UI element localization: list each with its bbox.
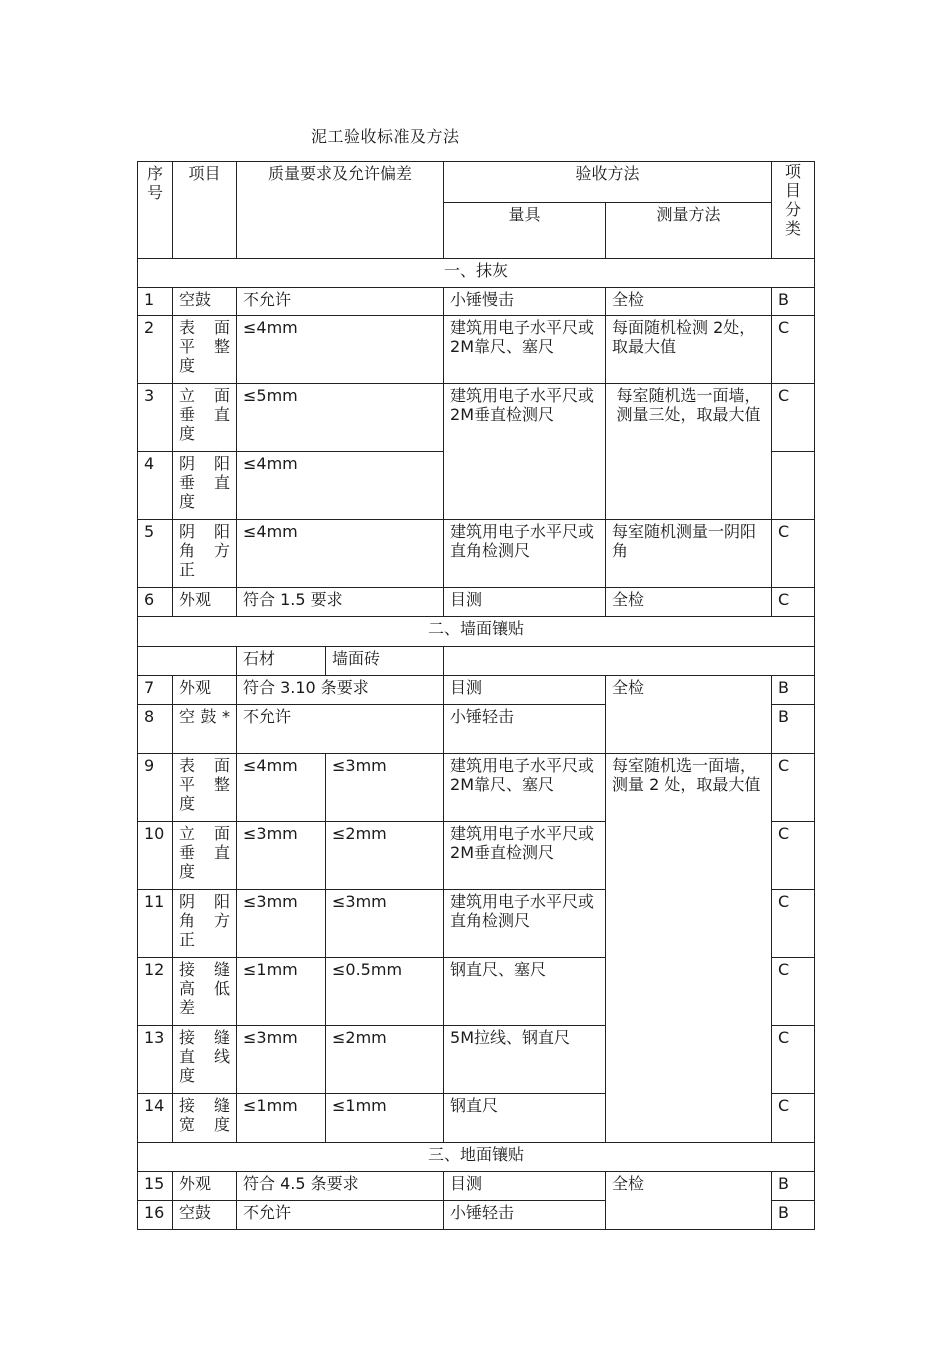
sub-header-tile: 墙面砖 <box>326 647 444 676</box>
row-category: C <box>772 588 815 617</box>
row-stone: ≤1mm <box>237 958 326 1026</box>
row-requirement: 不允许 <box>237 705 444 754</box>
row-requirement: 不允许 <box>237 288 444 316</box>
row-stone: ≤3mm <box>237 822 326 890</box>
header-quality: 质量要求及允许偏差 <box>237 162 444 259</box>
row-category: C <box>772 1026 815 1094</box>
section-title: 一、抹灰 <box>138 259 815 288</box>
row-method: 每室随机选一面墙，测量三处，取最大值 <box>606 384 772 520</box>
row-no: 13 <box>138 1026 173 1094</box>
page-title: 泥工验收标准及方法 <box>311 127 460 146</box>
row-item: 立 面 垂 直 度 <box>173 384 237 452</box>
table-row <box>138 316 815 384</box>
table-row <box>138 288 815 316</box>
header-measure: 测量方法 <box>606 203 772 259</box>
row-tile: ≤2mm <box>326 822 444 890</box>
row-item: 空鼓 <box>173 288 237 316</box>
row-category: C <box>772 384 815 452</box>
row-item: 空鼓 <box>173 1201 237 1230</box>
row-item: 外观 <box>173 1172 237 1201</box>
row-method: 全检 <box>606 676 772 754</box>
table-row <box>138 520 815 588</box>
row-category: C <box>772 520 815 588</box>
row-tool: 小锤轻击 <box>444 705 606 754</box>
row-no: 11 <box>138 890 173 958</box>
row-item: 阴 阳 垂 直 度 <box>173 452 237 520</box>
row-item: 表 面 平 整 度 <box>173 754 237 822</box>
row-item: 空 鼓 * <box>173 705 237 754</box>
row-requirement: 不允许 <box>237 1201 444 1230</box>
header-category: 项 目 分 类 <box>772 162 815 259</box>
header-item: 项目 <box>173 162 237 259</box>
table-row <box>138 754 815 822</box>
sub-header-stone: 石材 <box>237 647 326 676</box>
row-no: 3 <box>138 384 173 452</box>
row-tool: 目测 <box>444 588 606 617</box>
row-category: B <box>772 676 815 705</box>
row-category: B <box>772 288 815 316</box>
row-no: 10 <box>138 822 173 890</box>
row-category: C <box>772 316 815 384</box>
row-no: 16 <box>138 1201 173 1230</box>
header-method-group: 验收方法 <box>444 162 772 203</box>
row-tool: 建筑用电子水平尺或直角检测尺 <box>444 520 606 588</box>
row-stone: ≤1mm <box>237 1094 326 1143</box>
row-no: 12 <box>138 958 173 1026</box>
row-method: 每面随机检测 2处，取最大值 <box>606 316 772 384</box>
row-stone: ≤3mm <box>237 890 326 958</box>
row-no: 1 <box>138 288 173 316</box>
row-item: 表 面 平 整 度 <box>173 316 237 384</box>
row-tool: 建筑用电子水平尺或 2M靠尺、塞尺 <box>444 754 606 822</box>
row-method: 每室随机测量一阴阳角 <box>606 520 772 588</box>
table-row <box>138 1172 815 1201</box>
row-no: 5 <box>138 520 173 588</box>
row-no: 15 <box>138 1172 173 1201</box>
row-category: B <box>772 1172 815 1201</box>
row-requirement: 符合 1.5 要求 <box>237 588 444 617</box>
row-tool: 目测 <box>444 676 606 705</box>
row-tool: 目测 <box>444 1172 606 1201</box>
row-tool: 小锤慢击 <box>444 288 606 316</box>
row-tool: 建筑用电子水平尺或 2M靠尺、塞尺 <box>444 316 606 384</box>
row-item: 接 缝 直 线 度 <box>173 1026 237 1094</box>
row-tool: 建筑用电子水平尺或直角检测尺 <box>444 890 606 958</box>
row-requirement: ≤4mm <box>237 520 444 588</box>
row-method: 每室随机选一面墙，测量 2 处，取最大值 <box>606 754 772 1143</box>
acceptance-table <box>137 161 815 1230</box>
row-no: 4 <box>138 452 173 520</box>
row-tool: 建筑用电子水平尺或 2M垂直检测尺 <box>444 384 606 520</box>
row-tile: ≤0.5mm <box>326 958 444 1026</box>
row-tile: ≤3mm <box>326 890 444 958</box>
row-requirement: ≤4mm <box>237 316 444 384</box>
table-row <box>138 588 815 617</box>
row-requirement: ≤5mm <box>237 384 444 452</box>
row-requirement: ≤4mm <box>237 452 444 520</box>
row-category: B <box>772 705 815 754</box>
row-item: 立 面 垂 直 度 <box>173 822 237 890</box>
sub-header-row <box>138 647 815 676</box>
row-requirement: 符合 3.10 条要求 <box>237 676 444 705</box>
row-tool: 建筑用电子水平尺或 2M垂直检测尺 <box>444 822 606 890</box>
row-stone: ≤3mm <box>237 1026 326 1094</box>
row-method: 全检 <box>606 588 772 617</box>
row-category: C <box>772 890 815 958</box>
row-item: 接 缝 高 低 差 <box>173 958 237 1026</box>
row-item: 外观 <box>173 588 237 617</box>
row-category: C <box>772 958 815 1026</box>
row-item: 接 缝 宽度 <box>173 1094 237 1143</box>
row-category: B <box>772 1201 815 1230</box>
row-tile: ≤3mm <box>326 754 444 822</box>
header-tool: 量具 <box>444 203 606 259</box>
row-method: 全检 <box>606 288 772 316</box>
row-tile: ≤1mm <box>326 1094 444 1143</box>
row-tile: ≤2mm <box>326 1026 444 1094</box>
row-category: C <box>772 1094 815 1143</box>
row-item: 阴 阳 角 方 正 <box>173 890 237 958</box>
row-tool: 钢直尺 <box>444 1094 606 1143</box>
row-requirement: 符合 4.5 条要求 <box>237 1172 444 1201</box>
row-stone: ≤4mm <box>237 754 326 822</box>
row-no: 2 <box>138 316 173 384</box>
row-item: 阴 阳 角 方 正 <box>173 520 237 588</box>
row-no: 14 <box>138 1094 173 1143</box>
row-tool: 钢直尺、塞尺 <box>444 958 606 1026</box>
row-category: C <box>772 822 815 890</box>
row-tool: 小锤轻击 <box>444 1201 606 1230</box>
section-title: 二、墙面镶贴 <box>138 617 815 647</box>
row-no: 7 <box>138 676 173 705</box>
row-item: 外观 <box>173 676 237 705</box>
header-row <box>138 162 815 203</box>
row-method: 全检 <box>606 1172 772 1230</box>
table-row <box>138 384 815 452</box>
row-category: C <box>772 754 815 822</box>
row-category <box>772 452 815 520</box>
table-row <box>138 676 815 705</box>
header-no: 序 号 <box>138 162 173 259</box>
row-no: 8 <box>138 705 173 754</box>
row-tool: 5M拉线、钢直尺 <box>444 1026 606 1094</box>
section-title: 三、地面镶贴 <box>138 1143 815 1172</box>
row-no: 6 <box>138 588 173 617</box>
row-no: 9 <box>138 754 173 822</box>
